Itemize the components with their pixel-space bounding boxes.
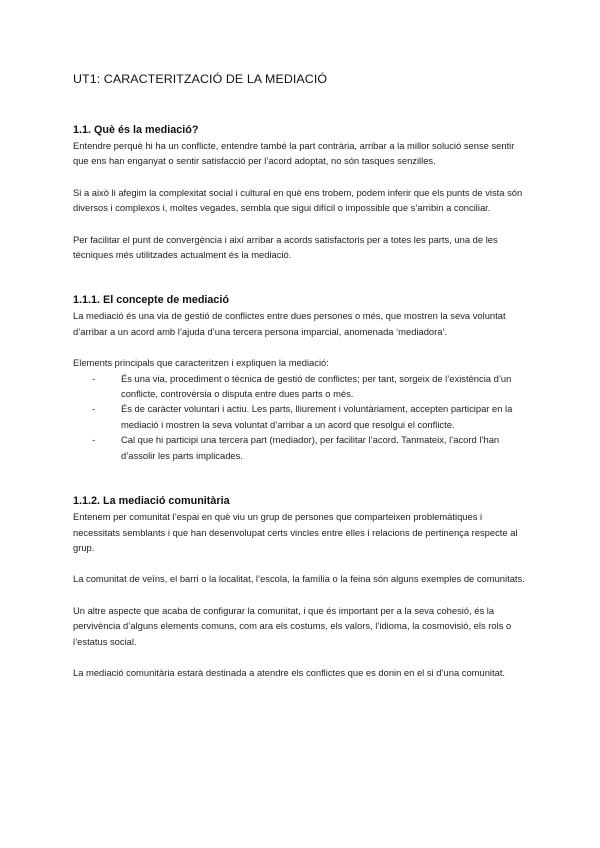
paragraph: Per facilitar el punt de convergència i així arribar a acords satisfactoris per a totes les parts, una de les tècniques més utilitzades actualment és la mediació.	[73, 233, 498, 261]
list-item-text: Cal que hi participi una tercera part (mediador), per facilitar l’acord. Tanmateix, l’acord l’han d’assolir les parts implicades.	[121, 434, 500, 461]
list-item-text: És una via, procediment o tècnica de gestió de conflictes; per tant, sorgeix de l’existència d’un conflicte, controvèrsia o disputa entre dues parts o més.	[121, 372, 512, 400]
list-item	[73, 371, 528, 402]
dash-bullet: -	[92, 403, 96, 415]
list-item	[73, 432, 528, 463]
section-what-is-mediation	[73, 122, 528, 262]
paragraph: La mediació és una via de gestió de conflictes entre dues persones o més, que mostren la seva voluntat d’arribar a un acord amb l’ajuda d’una tercera persona imparcial, anomenada ‘mediadora’.	[73, 310, 506, 337]
section-heading: 1.1.1. El concepte de mediació	[73, 294, 230, 307]
list-item	[73, 401, 528, 432]
paragraph: Si a això li afegim la complexitat social i cultural en què ens trobem, podem inferir que els punts de vista són diversos i complexos i, moltes vegades, sembla que sigui difícil o impossible que s’arribin a conciliar.	[73, 186, 523, 214]
paragraph: La mediació comunitària estarà destinada a atendre els conflictes que es donin en el si d’una comunitat.	[73, 666, 506, 678]
paragraph: Entendre perquè hi ha un conflicte, entendre també la part contrària, arribar a la millor solució sense sentir que ens han enganyat o sentir satisfacció per l’acord adoptat, no són tasques senzilles.	[73, 140, 515, 167]
paragraph: Entenem per comunitat l’espai en què viu un grup de persones que comparteixen problemàtiques i necessitats semblants i que han desenvolupat certs vincles entre elles i relacions de pertinença respecte al grup.	[73, 511, 518, 553]
section-heading: 1.1. Què és la mediació?	[73, 124, 199, 136]
section-community-mediation	[73, 493, 528, 680]
document-title: UT1: CARACTERITZACIÓ DE LA MEDIACIÓ	[73, 72, 328, 86]
dash-bullet: -	[92, 434, 96, 446]
section-heading: 1.1.2. La mediació comunitària	[73, 495, 230, 508]
section-mediation-concept	[73, 292, 528, 463]
list-item-text: És de caràcter voluntari i actiu. Les parts, lliurement i voluntàriament, accepten participar en la mediació i mostren la seva voluntat d’arribar a un acord que resolgui el conflicte.	[121, 403, 513, 430]
elements-list	[73, 371, 528, 463]
paragraph: La comunitat de veïns, el barri o la localitat, l’escola, la família o la feina són alguns exemples de comunitats.	[73, 573, 525, 585]
paragraph: Un altre aspecte que acaba de configurar la comunitat, i que és important per a la seva cohesió, és la pervivència d’alguns elements comuns, com ara els costums, els valors, l’idioma, la cosmovisió, els rols o l’estatus social.	[73, 604, 512, 647]
dash-bullet: -	[92, 372, 96, 384]
list-intro: Elements principals que caracteritzen i expliquen la mediació:	[73, 357, 329, 369]
